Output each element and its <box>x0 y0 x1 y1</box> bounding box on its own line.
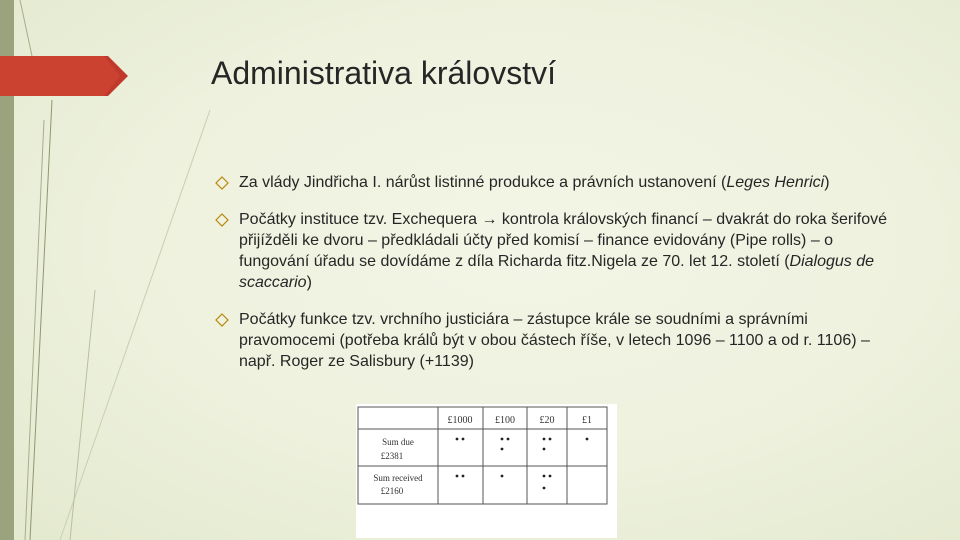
bullet-list <box>215 172 895 388</box>
bullet-text: Počátky funkce tzv. vrchního justiciára – zástupce krále se soudními a správními pravomocemi (potřeba králů být v obou částech říše, v letech 1096 – 1100 a od r. 1106) – např. Roger ze Salisbury (+1139) <box>239 311 870 370</box>
bullet-text: Počátky instituce tzv. Exchequera <box>239 211 482 228</box>
diamond-outline-icon <box>215 213 229 227</box>
bullet-item-3 <box>215 309 895 372</box>
bullet-text: Za vlády Jindřicha I. nárůst listinné produkce a právních ustanovení ( <box>239 174 727 191</box>
diamond-outline-icon <box>215 313 229 327</box>
bullet-text: ) <box>824 174 830 191</box>
arrow-right-icon: → <box>481 211 498 228</box>
header-1: £1 <box>582 415 592 426</box>
header-1000: £1000 <box>447 415 473 426</box>
header-20: £20 <box>539 415 555 426</box>
diamond-outline-icon <box>215 176 229 190</box>
bullet-text: kontrola královských financí – dvakrát do roka šerifové přijížděli ke dvoru – předkládali účty před komisí – finance evidovány (Pipe rolls) – o fungování úřadu se dovídáme z díla Richarda fitz.Nigela ze 70. let 12. století ( <box>239 211 887 270</box>
bullet-italic-text: Dialogus de scaccario <box>239 253 875 291</box>
row-label-sum-received: Sum received <box>373 473 423 483</box>
header-100: £100 <box>495 415 515 426</box>
exchequer-counting-table-image <box>356 404 617 538</box>
counting-table-drawing <box>356 404 617 538</box>
bullet-text: ) <box>306 274 312 291</box>
title-accent-tab <box>0 56 128 96</box>
row-amount-sum-received: £2160 <box>380 486 404 496</box>
row-amount-sum-due: £2381 <box>380 451 404 461</box>
bullet-item-1 <box>215 172 895 193</box>
row-label-sum-due: Sum due <box>382 437 414 447</box>
bullet-item-2 <box>215 209 895 293</box>
slide-title: Administrativa království <box>211 55 556 91</box>
bullet-italic-text: Leges Henrici <box>726 174 825 191</box>
